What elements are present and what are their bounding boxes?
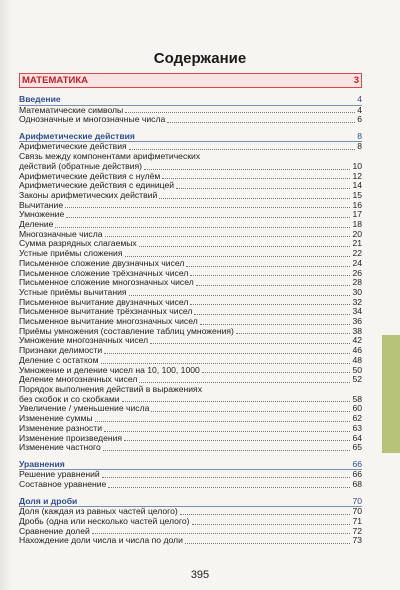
toc-part-label: МАТЕМАТИКА	[22, 75, 89, 86]
toc-entry-page: 68	[352, 479, 362, 490]
toc-entry-label: Многозначные числа	[19, 228, 103, 239]
toc-entry-label: Законы арифметических действий	[19, 189, 158, 200]
toc-entry-page: 64	[352, 432, 362, 443]
toc-entry-page: 46	[352, 345, 362, 356]
toc-leader	[162, 177, 350, 179]
toc-entry-page: 22	[352, 248, 362, 259]
toc-entry-page: 4	[357, 104, 362, 115]
toc-leader	[202, 371, 351, 373]
toc-entry-page: 10	[352, 160, 362, 171]
toc-entry-page: 63	[352, 422, 362, 433]
toc-leader	[66, 216, 350, 218]
toc-part-page: 3	[353, 75, 359, 86]
toc-leader	[151, 410, 350, 412]
toc-section-label: Арифметические действия	[19, 130, 135, 141]
toc-entry-label: Приёмы умножения (составление таблиц умножения)	[19, 325, 234, 336]
toc-entry-label: Сравнение долей	[19, 525, 90, 536]
toc-entry-label: без скобок и со скобками	[19, 393, 120, 404]
toc-leader	[180, 513, 351, 515]
table-of-contents	[19, 73, 362, 546]
toc-entry-label: Письменное вычитание трёхзначных чисел	[19, 306, 193, 317]
toc-entry-page: 50	[352, 364, 362, 375]
toc-leader	[122, 400, 351, 402]
toc-entry-label: Деление с остатком	[19, 354, 99, 365]
toc-entry-label: Письменное сложение многозначных чисел	[19, 277, 194, 288]
toc-leader	[176, 187, 350, 189]
toc-leader	[55, 226, 350, 228]
toc-entry-label: Письменное вычитание многозначных чисел	[19, 316, 198, 327]
toc-leader	[186, 265, 350, 267]
toc-entry-label: Изменение суммы	[19, 413, 93, 424]
toc-entry-label: Умножение и деление чисел на 10, 100, 1000	[19, 364, 200, 375]
toc-entry-page: 48	[352, 354, 362, 365]
toc-section-label: Доля и дроби	[19, 495, 78, 506]
toc-entry-page: 24	[352, 257, 362, 268]
toc-entry-label: Нахождение доли числа и числа по доли	[19, 535, 183, 546]
toc-leader	[200, 323, 351, 325]
toc-section-page: 8	[357, 130, 362, 141]
toc-entry-page: 60	[352, 403, 362, 414]
toc-entry[interactable]	[19, 443, 362, 453]
toc-leader	[92, 532, 351, 534]
toc-entry-label: действий (обратные действия)	[19, 160, 143, 171]
toc-section-label: Введение	[19, 94, 61, 104]
toc-leader	[194, 313, 350, 315]
toc-entry-page: 65	[352, 442, 362, 453]
toc-entry[interactable]	[19, 385, 362, 404]
toc-leader	[139, 381, 350, 383]
toc-entry-page: 58	[352, 393, 362, 404]
toc-entry-page: 14	[352, 180, 362, 191]
toc-entry-label: Письменное вычитание двузначных чисел	[19, 296, 189, 307]
toc-entry-page: 21	[352, 238, 362, 249]
toc-entry-label: Увеличение / уменьшение числа	[19, 403, 150, 414]
toc-entry-label: Математические символы	[19, 104, 124, 115]
toc-entry-label: Изменение частного	[19, 442, 101, 453]
page-binding-shadow	[0, 0, 12, 590]
toc-leader	[190, 274, 350, 276]
toc-entry-label: Письменное сложение трёхзначных чисел	[19, 267, 189, 278]
toc-leader	[65, 206, 350, 208]
toc-leader	[101, 362, 351, 364]
toc-entry-label: Сумма разрядных слагаемых	[19, 238, 137, 249]
section-tab-marker	[382, 335, 400, 453]
toc-leader	[105, 235, 351, 237]
toc-leader	[104, 352, 350, 354]
toc-entry-page: 17	[352, 209, 362, 220]
toc-entry-page: 16	[352, 199, 362, 210]
toc-section-label: Уравнения	[19, 458, 65, 469]
toc-leader	[144, 168, 350, 170]
toc-leader	[192, 523, 351, 525]
toc-leader	[125, 111, 355, 113]
toc-leader	[129, 294, 351, 296]
toc-part-math[interactable]	[19, 73, 362, 88]
toc-section-page: 70	[352, 495, 362, 506]
toc-entry-label: Арифметические действия с единицей	[19, 180, 175, 191]
toc-section-heading[interactable]	[19, 94, 362, 106]
toc-entry[interactable]	[19, 536, 362, 546]
toc-leader	[108, 486, 350, 488]
toc-entry-label: Деление многозначных чисел	[19, 374, 138, 385]
toc-leader	[104, 430, 350, 432]
toc-leader	[124, 439, 350, 441]
toc-entry-label: Составное уравнение	[19, 479, 107, 490]
toc-section-page: 66	[352, 458, 362, 469]
toc-leader	[159, 197, 350, 199]
toc-entry-page: 71	[352, 516, 362, 527]
toc-leader	[236, 332, 351, 334]
toc-entry-page: 32	[352, 296, 362, 307]
toc-entry-label: Умножение многозначных чисел	[19, 335, 149, 346]
toc-entry-page: 28	[352, 277, 362, 288]
toc-entry-page: 8	[357, 141, 362, 152]
toc-leader	[67, 466, 351, 467]
toc-entry-page: 70	[352, 506, 362, 517]
toc-entry-label: Письменное сложение двузначных чисел	[19, 257, 185, 268]
toc-entry-page: 72	[352, 525, 362, 536]
toc-leader	[103, 449, 351, 451]
toc-entry-label: Арифметические действия с нулём	[19, 170, 161, 181]
toc-leader	[196, 284, 351, 286]
toc-entry-label: Порядок выполнения действий в выражениях	[19, 383, 203, 394]
toc-leader	[137, 138, 355, 139]
toc-entry-label: Однозначные и многозначные числа	[19, 114, 166, 125]
page-number: 395	[190, 569, 210, 581]
toc-entry-page: 34	[352, 306, 362, 317]
toc-entry[interactable]	[19, 152, 362, 171]
toc-leader	[79, 503, 350, 504]
toc-entry-label: Дробь (одна или несколько частей целого)	[19, 516, 190, 527]
toc-entry-label: Вычитание	[19, 199, 64, 210]
toc-leader	[190, 303, 350, 305]
toc-entry[interactable]	[19, 191, 362, 201]
toc-entry-page: 38	[352, 325, 362, 336]
toc-entry-page: 73	[352, 535, 362, 546]
toc-entry[interactable]	[19, 480, 362, 490]
page-title: Содержание	[153, 50, 247, 67]
toc-section-page: 4	[357, 94, 362, 104]
toc-leader	[185, 542, 351, 544]
toc-entry[interactable]	[19, 115, 362, 125]
toc-entry[interactable]	[19, 201, 362, 211]
toc-leader	[167, 121, 355, 123]
toc-entry-page: 15	[352, 189, 362, 200]
toc-entry-page: 26	[352, 267, 362, 278]
toc-entry-page: 62	[352, 413, 362, 424]
toc-entry-page: 18	[352, 219, 362, 230]
toc-entry-label: Арифметические действия	[19, 141, 127, 152]
toc-entry-page: 52	[352, 374, 362, 385]
toc-entry-label: Решение уравнений	[19, 469, 100, 480]
toc-entry-label: Деление	[19, 219, 54, 230]
toc-leader	[139, 245, 351, 247]
toc-leader	[95, 420, 351, 422]
toc-entry-page: 12	[352, 170, 362, 181]
toc-entry-page: 30	[352, 286, 362, 297]
toc-entry-label: Связь между компонентами арифметических	[19, 151, 201, 162]
toc-entry-label: Устные приёмы сложения	[19, 248, 123, 259]
toc-entry-page: 20	[352, 228, 362, 239]
toc-entry-page: 6	[357, 114, 362, 125]
toc-leader	[129, 148, 356, 150]
toc-entry-page: 66	[352, 469, 362, 480]
toc-entry-label: Доля (каждая из равных частей целого)	[19, 506, 178, 517]
toc-entry-page: 42	[352, 335, 362, 346]
toc-leader	[63, 102, 356, 103]
toc-leader	[150, 342, 350, 344]
toc-entry-label: Признаки делимости	[19, 345, 103, 356]
toc-entry[interactable]	[19, 210, 362, 220]
toc-leader	[125, 255, 351, 257]
toc-entry-page: 36	[352, 316, 362, 327]
toc-entry-label: Изменение произведения	[19, 432, 123, 443]
toc-leader	[102, 476, 351, 478]
toc-entry-label: Устные приёмы вычитания	[19, 286, 127, 297]
toc-sections	[19, 94, 362, 546]
toc-entry-label: Умножение	[19, 209, 65, 220]
toc-entry-label: Изменение разности	[19, 422, 103, 433]
